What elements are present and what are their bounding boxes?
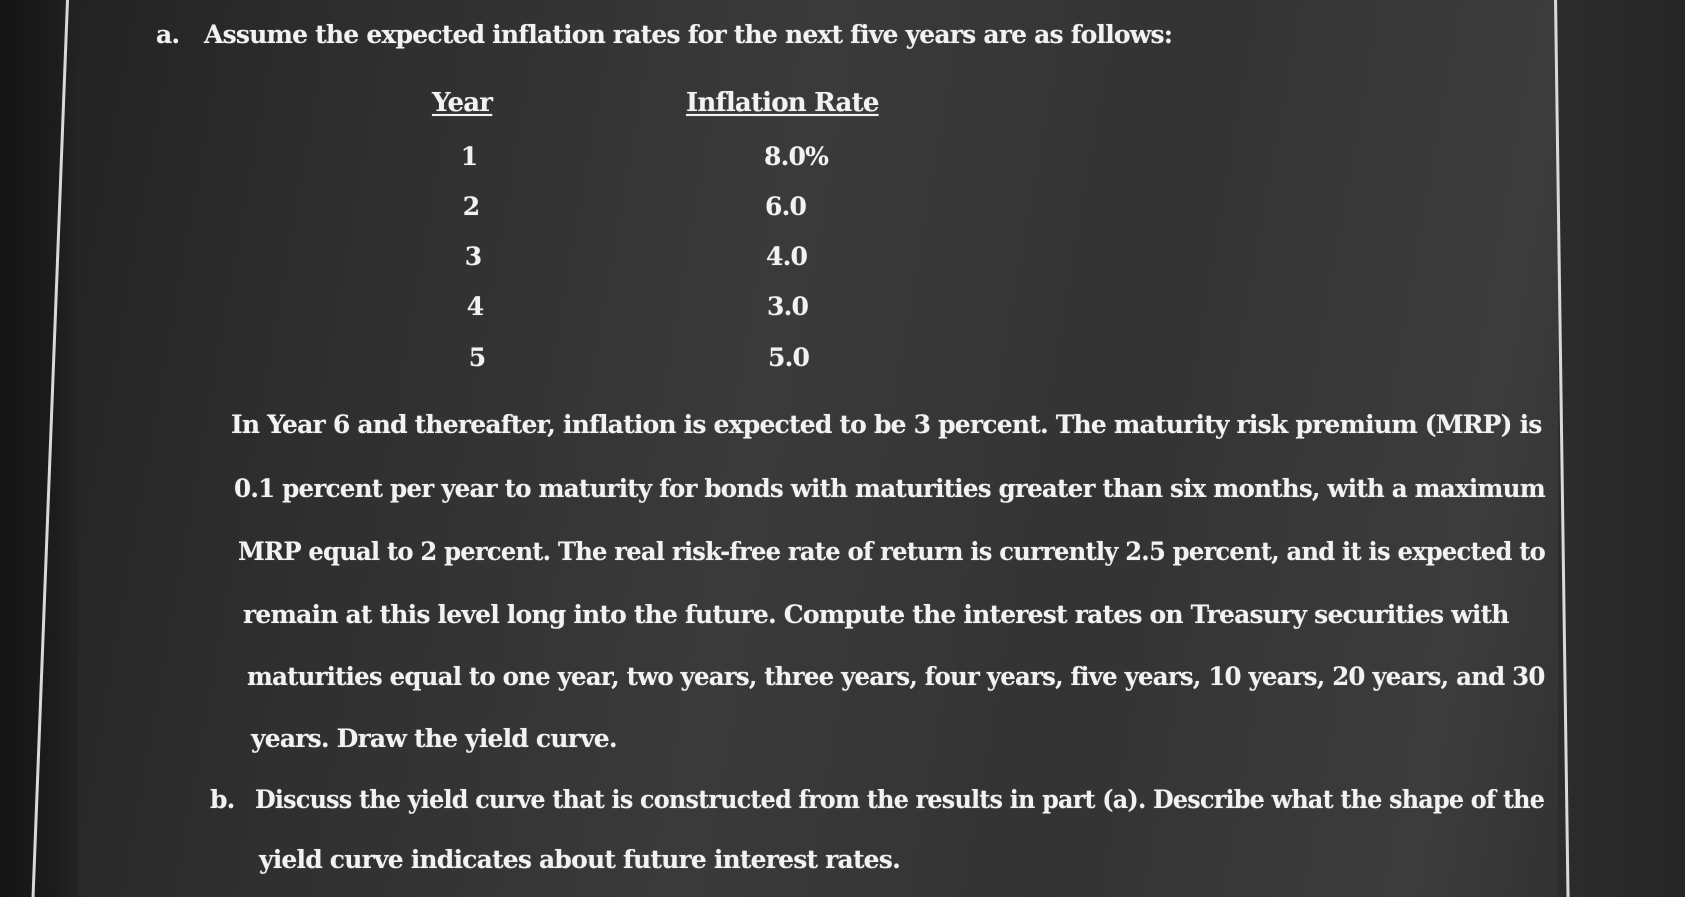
table-cell-rate: 6.0 <box>765 192 807 221</box>
table-cell-year: 1 <box>460 142 478 171</box>
part-a-intro: Assume the expected inflation rates for the next five years are as follows: <box>204 20 1173 49</box>
table-header-inflation-rate: Inflation Rate <box>686 88 879 118</box>
part-b-line: Discuss the yield curve that is constructed from the results in part (a). Describe what the shape of the <box>255 785 1545 814</box>
paragraph-line: remain at this level long into the future. Compute the interest rates on Treasury securities with <box>243 600 1509 629</box>
table-cell-rate: 3.0 <box>767 292 809 321</box>
paragraph-line: years. Draw the yield curve. <box>251 724 617 753</box>
part-a-marker: a. <box>156 20 180 49</box>
part-b-marker: b. <box>210 785 235 814</box>
table-cell-rate: 5.0 <box>768 343 810 372</box>
table-cell-year: 5 <box>468 343 486 372</box>
paragraph-line: In Year 6 and thereafter, inflation is expected to be 3 percent. The maturity risk premium (MRP) is <box>231 410 1542 439</box>
paragraph-line: 0.1 percent per year to maturity for bonds with maturities greater than six months, with a maximum <box>234 474 1545 503</box>
table-header-year: Year <box>432 88 493 118</box>
table-cell-year: 3 <box>464 242 482 271</box>
table-cell-rate: 8.0% <box>764 142 829 171</box>
paragraph-line: MRP equal to 2 percent. The real risk-free rate of return is currently 2.5 percent, and it is expected to <box>238 537 1546 566</box>
table-cell-year: 4 <box>466 292 484 321</box>
paragraph-line: maturities equal to one year, two years, three years, four years, five years, 10 years, 20 years, and 30 <box>247 662 1545 691</box>
table-cell-rate: 4.0 <box>766 242 808 271</box>
part-b-line: yield curve indicates about future interest rates. <box>259 845 900 874</box>
table-cell-year: 2 <box>462 192 480 221</box>
